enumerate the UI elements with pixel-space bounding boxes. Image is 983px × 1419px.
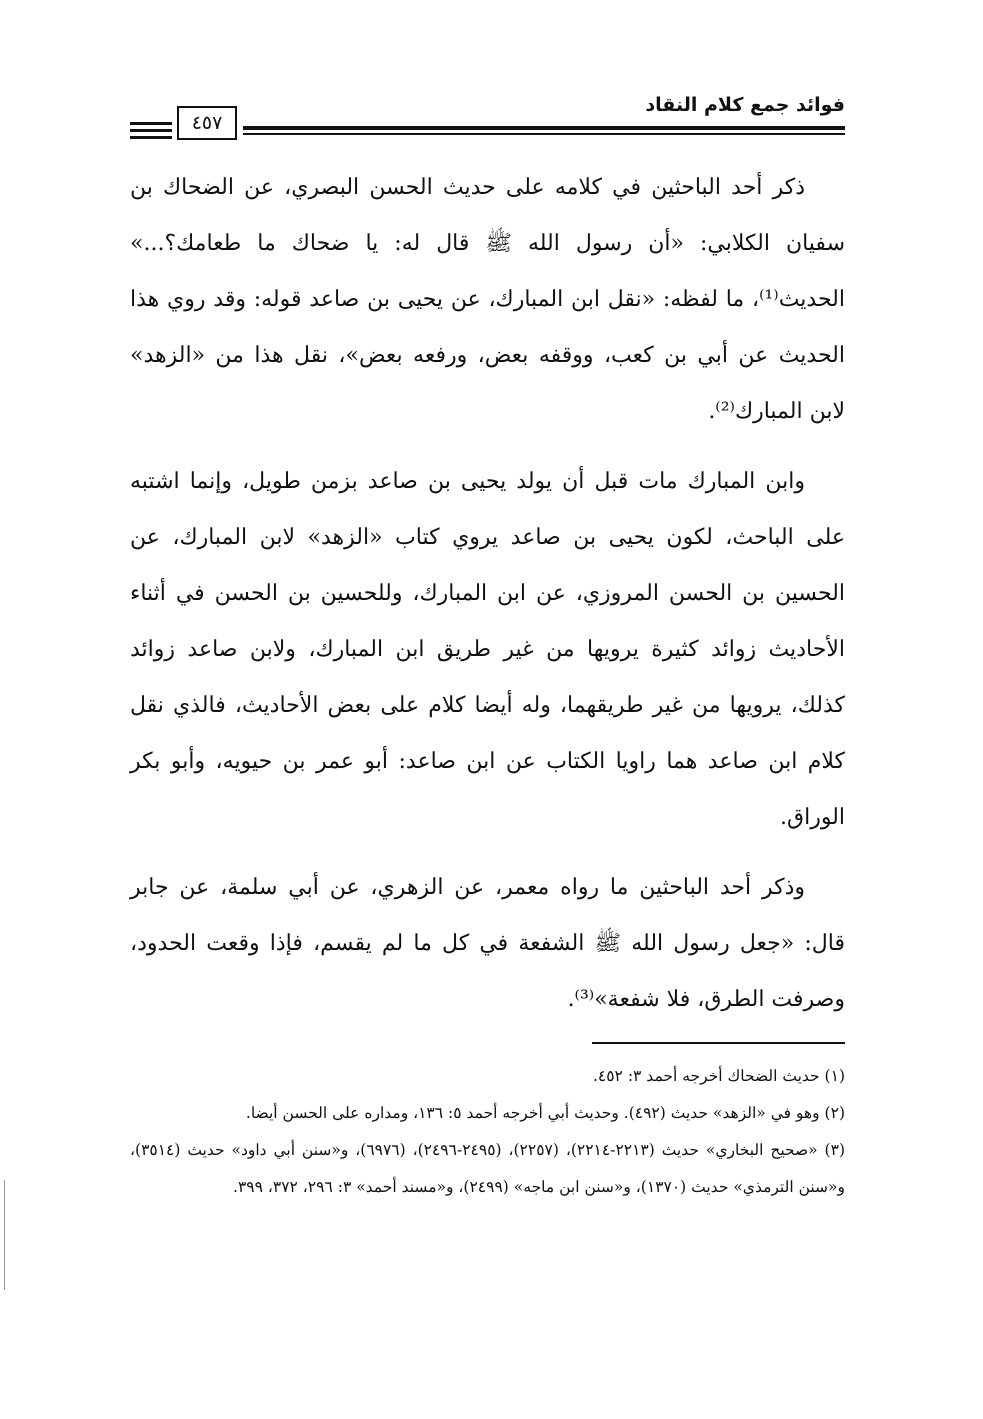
paragraph-1: ذكر أحد الباحثين في كلامه على حديث الحسن البصري، عن الضحاك بن سفيان الكلابي: «أن رسول الله ﷺ قال له: يا ضحاك ما طعامك؟...» الحديث⁽¹⁾، ما لفظه: «نقل ابن المبارك، عن يحيى بن صاعد قوله: وقد روي هذا الحديث عن أبي بن كعب، ووقفه بعض، ورفعه بعض»، نقل هذا من «الزهد» لابن المبارك⁽²⁾. xyxy=(130,175,845,424)
header-rule-thin xyxy=(243,133,845,135)
running-title: فوائد جمع كلام النقاد xyxy=(645,94,845,116)
footnote-3: (٣) «صحيح البخاري» حديث (٢٢١٣-٢٢١٤)، (٢٢٥٧)، (٢٤٩٥-٢٤٩٦)، (٦٩٧٦)، و«سنن أبي داود» حديث (٣٥١٤)، و«سنن الترمذي» حديث (١٣٧٠)، و«سنن ابن ماجه» (٢٤٩٩)، و«مسند أحمد» ٣: ٢٩٦، ٣٧٢، ٣٩٩. xyxy=(130,1141,845,1196)
header-ornament xyxy=(130,122,172,143)
main-text xyxy=(130,160,845,1042)
footnote-1: (١) حديث الضحاك أخرجه أحمد ٣: ٤٥٢. xyxy=(592,1067,845,1085)
paragraph-2: وابن المبارك مات قبل أن يولد يحيى بن صاعد بزمن طويل، وإنما اشتبه على الباحث، لكون يحيى بن صاعد يروي كتاب «الزهد» لابن المبارك، عن الحسين بن الحسن المروزي، عن ابن المبارك، وللحسين بن الحسن في أثناء الأحاديث زوائد كثيرة يرويها من غير طريق ابن المبارك، ولابن صاعد زوائد كذلك، يرويها من غير طريقهما، وله أيضا كلام على بعض الأحاديث، فالذي نقل كلام ابن صاعد هما راويا الكتاب عن ابن صاعد: أبو عمر بن حيويه، وأبو بكر الوراق. xyxy=(130,469,845,830)
page-number: ٤٥٧ xyxy=(177,106,237,140)
footnotes xyxy=(130,1058,845,1206)
footnote-2: (٢) وهو في «الزهد» حديث (٤٩٢). وحديث أبي أخرجه أحمد ٥: ١٣٦، ومداره على الحسن أيضا. xyxy=(245,1104,845,1122)
footnote-separator xyxy=(592,1042,845,1044)
paragraph-3: وذكر أحد الباحثين ما رواه معمر، عن الزهري، عن أبي سلمة، عن جابر قال: «جعل رسول الله ﷺ الشفعة في كل ما لم يقسم، فإذا وقعت الحدود، وصرفت الطرق، فلا شفعة»⁽³⁾. xyxy=(130,875,845,1012)
scan-edge-line xyxy=(4,1180,5,1290)
header-rule xyxy=(243,126,845,130)
page-header xyxy=(130,88,845,144)
